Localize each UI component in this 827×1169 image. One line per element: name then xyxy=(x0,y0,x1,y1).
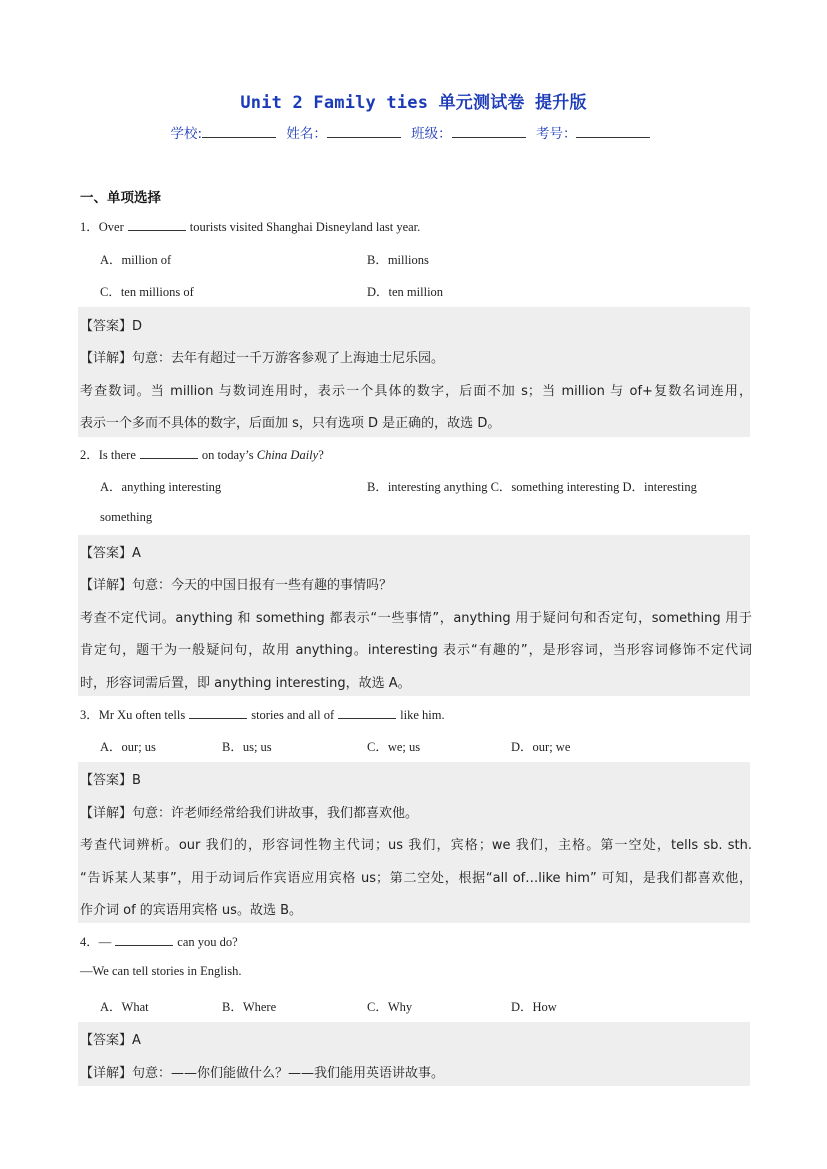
section-title: 一、单项选择 xyxy=(80,190,161,206)
question-3-explanation-1: 【详解】句意：许老师经常给我们讲故事，我们都喜欢他。 xyxy=(80,806,419,821)
question-2-stem xyxy=(80,445,324,463)
question-4-stem xyxy=(80,932,238,950)
question-1-stem xyxy=(80,217,420,235)
question-3-blank-1 xyxy=(189,707,247,719)
question-4-explanation-1: 【详解】句意：——你们能做什么？——我们能用英语讲故事。 xyxy=(80,1066,445,1081)
school-label: 学校: xyxy=(170,126,203,142)
question-4-prefix: 4．— xyxy=(80,935,112,949)
question-1-answer: 【答案】D xyxy=(80,319,143,334)
question-1-option-a: A．million of xyxy=(100,253,172,267)
question-3-option-b: B．us; us xyxy=(222,740,272,754)
question-2-italic: China Daily xyxy=(256,448,319,462)
question-3-option-c: C．we; us xyxy=(367,740,421,754)
class-blank[interactable] xyxy=(452,125,526,138)
question-2-option-a: A．anything interesting xyxy=(100,480,222,494)
question-2-explanation-2: 考查不定代词。anything 和 something 都表示“一些事情”，anything 用于疑问句和否定句，something 用于 xyxy=(80,611,752,626)
question-3-mid: stories and all of xyxy=(251,708,335,722)
name-blank[interactable] xyxy=(327,125,401,138)
question-2-end: ? xyxy=(318,448,324,462)
question-3-explanation-2: 考查代词辨析。our 我们的，形容词性物主代词；us 我们，宾格；we 我们，主格。第一空处，tells sb. sth. xyxy=(80,838,752,853)
page-title: Unit 2 Family ties 单元测试卷 提升版 xyxy=(240,93,587,113)
name-label: 姓名： xyxy=(286,126,327,142)
question-4-suffix: can you do? xyxy=(177,935,238,949)
question-1-prefix: 1．Over xyxy=(80,220,124,234)
question-1-option-d: D．ten million xyxy=(367,285,444,299)
number-label: 考号： xyxy=(535,126,577,142)
question-2-explanation-1: 【详解】句意：今天的中国日报有一些有趣的事情吗？ xyxy=(80,578,393,593)
school-blank[interactable] xyxy=(202,125,276,138)
number-blank[interactable] xyxy=(576,125,650,138)
question-2-blank xyxy=(140,447,198,459)
question-1-option-c: C．ten millions of xyxy=(100,285,194,299)
question-2-options-bcd: B．interesting anything C．something interesting D．interesting xyxy=(367,480,697,494)
question-4-option-c: C．Why xyxy=(367,1000,413,1014)
question-2-option-d-cont: something xyxy=(100,510,153,524)
question-1-explanation-3: 表示一个多而不具体的数字，后面加 s，只有选项 D 是正确的，故选 D。 xyxy=(80,416,501,431)
question-4-option-d: D．How xyxy=(511,1000,557,1014)
question-3-blank-2 xyxy=(338,707,396,719)
question-3-explanation-3: “告诉某人某事”，用于动词后作宾语应用宾格 us；第二空处，根据“all of…like him” 可知，是我们都喜欢他， xyxy=(80,871,752,886)
question-1-blank xyxy=(128,219,186,231)
question-2-mid: on today’s xyxy=(201,448,254,462)
question-3-prefix: 3．Mr Xu often tells xyxy=(80,708,186,722)
question-1-explanation-1: 【详解】句意：去年有超过一千万游客参观了上海迪士尼乐园。 xyxy=(80,351,445,366)
question-4-blank xyxy=(115,934,173,946)
student-info-line xyxy=(0,122,827,142)
question-4-option-b: B．Where xyxy=(222,1000,277,1014)
question-3-stem xyxy=(80,705,445,723)
question-3-explanation-4: 作介词 of 的宾语用宾格 us。故选 B。 xyxy=(80,903,302,918)
question-3-option-a: A．our; us xyxy=(100,740,156,754)
question-4-answer: 【答案】A xyxy=(80,1033,141,1048)
question-4-option-a: A．What xyxy=(100,1000,149,1014)
question-4-reply: —We can tell stories in English. xyxy=(80,964,242,978)
question-3-end: like him. xyxy=(400,708,445,722)
question-1-suffix: tourists visited Shanghai Disneyland last year. xyxy=(189,220,421,234)
question-2-explanation-3: 肯定句，题干为一般疑问句，故用 anything。interesting 表示“有趣的”，是形容词，当形容词修饰不定代词 xyxy=(80,643,752,658)
question-2-prefix: 2．Is there xyxy=(80,448,136,462)
question-1-option-b: B．millions xyxy=(367,253,429,267)
question-3-answer: 【答案】B xyxy=(80,773,141,788)
question-2-explanation-4: 时，形容词需后置，即 anything interesting，故选 A。 xyxy=(80,676,411,691)
question-1-explanation-2: 考查数词。当 million 与数词连用时，表示一个具体的数字，后面不加 s；当 million 与 of+复数名词连用， xyxy=(80,384,752,399)
class-label: 班级： xyxy=(411,126,452,142)
question-2-answer: 【答案】A xyxy=(80,546,141,561)
question-3-option-d: D．our; we xyxy=(511,740,571,754)
